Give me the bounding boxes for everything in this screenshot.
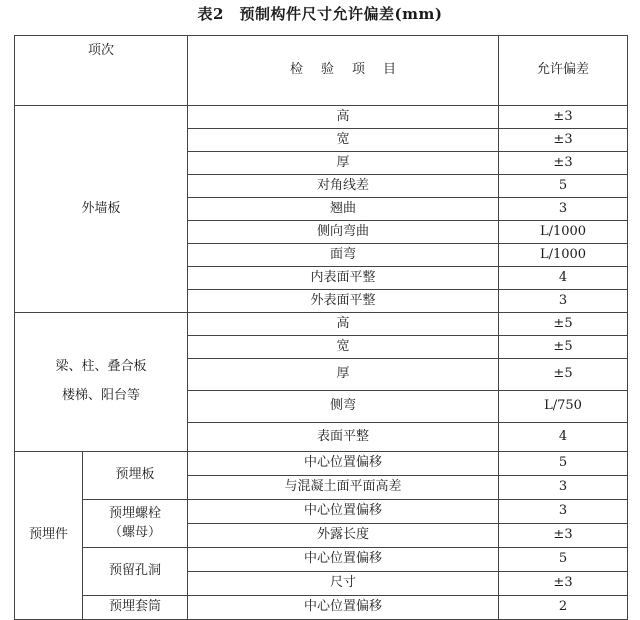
item-cell: 侧弯 bbox=[188, 391, 499, 423]
item-cell: 中心位置偏移 bbox=[188, 596, 499, 620]
subgroup-reserved-hole: 预留孔洞 bbox=[83, 548, 188, 596]
table-row bbox=[15, 106, 628, 129]
item-cell: 外露长度 bbox=[188, 524, 499, 548]
table-row bbox=[15, 500, 628, 524]
item-cell: 宽 bbox=[188, 129, 499, 152]
tolerance-cell: ±3 bbox=[499, 524, 628, 548]
item-cell: 外表面平整 bbox=[188, 290, 499, 313]
group-label: 预埋件 bbox=[28, 527, 68, 543]
tolerance-cell: ±5 bbox=[499, 336, 628, 359]
item-cell: 厚 bbox=[188, 359, 499, 391]
group-label-line2: 楼梯、阳台等 bbox=[62, 388, 141, 403]
header-inspection-item: 检验项目 bbox=[188, 36, 499, 106]
tolerance-cell: L/1000 bbox=[499, 221, 628, 244]
group-label: 外墙板 bbox=[81, 200, 121, 216]
group-label-line1: 梁、柱、叠合板 bbox=[55, 359, 147, 375]
tolerance-cell: ±3 bbox=[499, 129, 628, 152]
item-cell: 侧向弯曲 bbox=[188, 221, 499, 244]
table-row bbox=[15, 596, 628, 620]
tolerance-cell: 5 bbox=[499, 175, 628, 198]
table-row bbox=[15, 548, 628, 572]
item-cell: 高 bbox=[188, 313, 499, 336]
header-item-no: 项次 bbox=[15, 36, 188, 106]
group-embedded-parts bbox=[15, 452, 83, 620]
tolerance-cell: 5 bbox=[499, 548, 628, 572]
tolerance-cell: ±3 bbox=[499, 106, 628, 129]
tolerance-cell: L/750 bbox=[499, 391, 628, 423]
tolerance-cell: 5 bbox=[499, 452, 628, 476]
item-cell: 对角线差 bbox=[188, 175, 499, 198]
tolerance-cell: ±3 bbox=[499, 572, 628, 596]
tolerance-cell: 4 bbox=[499, 267, 628, 290]
item-cell: 翘曲 bbox=[188, 198, 499, 221]
item-cell: 尺寸 bbox=[188, 572, 499, 596]
tolerance-cell: 3 bbox=[499, 198, 628, 221]
tolerance-cell: ±5 bbox=[499, 359, 628, 391]
item-cell: 与混凝土面平面高差 bbox=[188, 476, 499, 500]
item-cell: 中心位置偏移 bbox=[188, 548, 499, 572]
item-cell: 面弯 bbox=[188, 244, 499, 267]
subgroup-embedded-plate: 预埋板 bbox=[83, 452, 188, 500]
tolerance-cell: L/1000 bbox=[499, 244, 628, 267]
tolerance-cell: 3 bbox=[499, 500, 628, 524]
table-row bbox=[15, 452, 628, 476]
item-cell: 厚 bbox=[188, 152, 499, 175]
tolerance-cell: ±5 bbox=[499, 313, 628, 336]
item-cell: 中心位置偏移 bbox=[188, 452, 499, 476]
subgroup-label-line1: 预埋螺栓 bbox=[109, 505, 162, 521]
subgroup-embedded-bolt bbox=[83, 500, 188, 548]
subgroup-embedded-sleeve: 预埋套筒 bbox=[83, 596, 188, 620]
header-tolerance: 允许偏差 bbox=[499, 36, 628, 106]
tolerance-cell: 3 bbox=[499, 476, 628, 500]
item-cell: 表面平整 bbox=[188, 423, 499, 452]
table-title: 表2 预制构件尺寸允许偏差(mm) bbox=[197, 5, 443, 23]
tolerance-cell: 4 bbox=[499, 423, 628, 452]
item-cell: 内表面平整 bbox=[188, 267, 499, 290]
subgroup-label-line2: （螺母） bbox=[109, 524, 162, 540]
item-cell: 宽 bbox=[188, 336, 499, 359]
header-row bbox=[15, 36, 628, 106]
group-beam-column bbox=[15, 313, 188, 452]
tolerance-cell: 2 bbox=[499, 596, 628, 620]
table-row bbox=[15, 313, 628, 336]
item-cell: 高 bbox=[188, 106, 499, 129]
tolerance-table bbox=[14, 35, 628, 620]
tolerance-cell: ±3 bbox=[499, 152, 628, 175]
tolerance-cell: 3 bbox=[499, 290, 628, 313]
group-exterior-wall bbox=[15, 106, 188, 313]
item-cell: 中心位置偏移 bbox=[188, 500, 499, 524]
